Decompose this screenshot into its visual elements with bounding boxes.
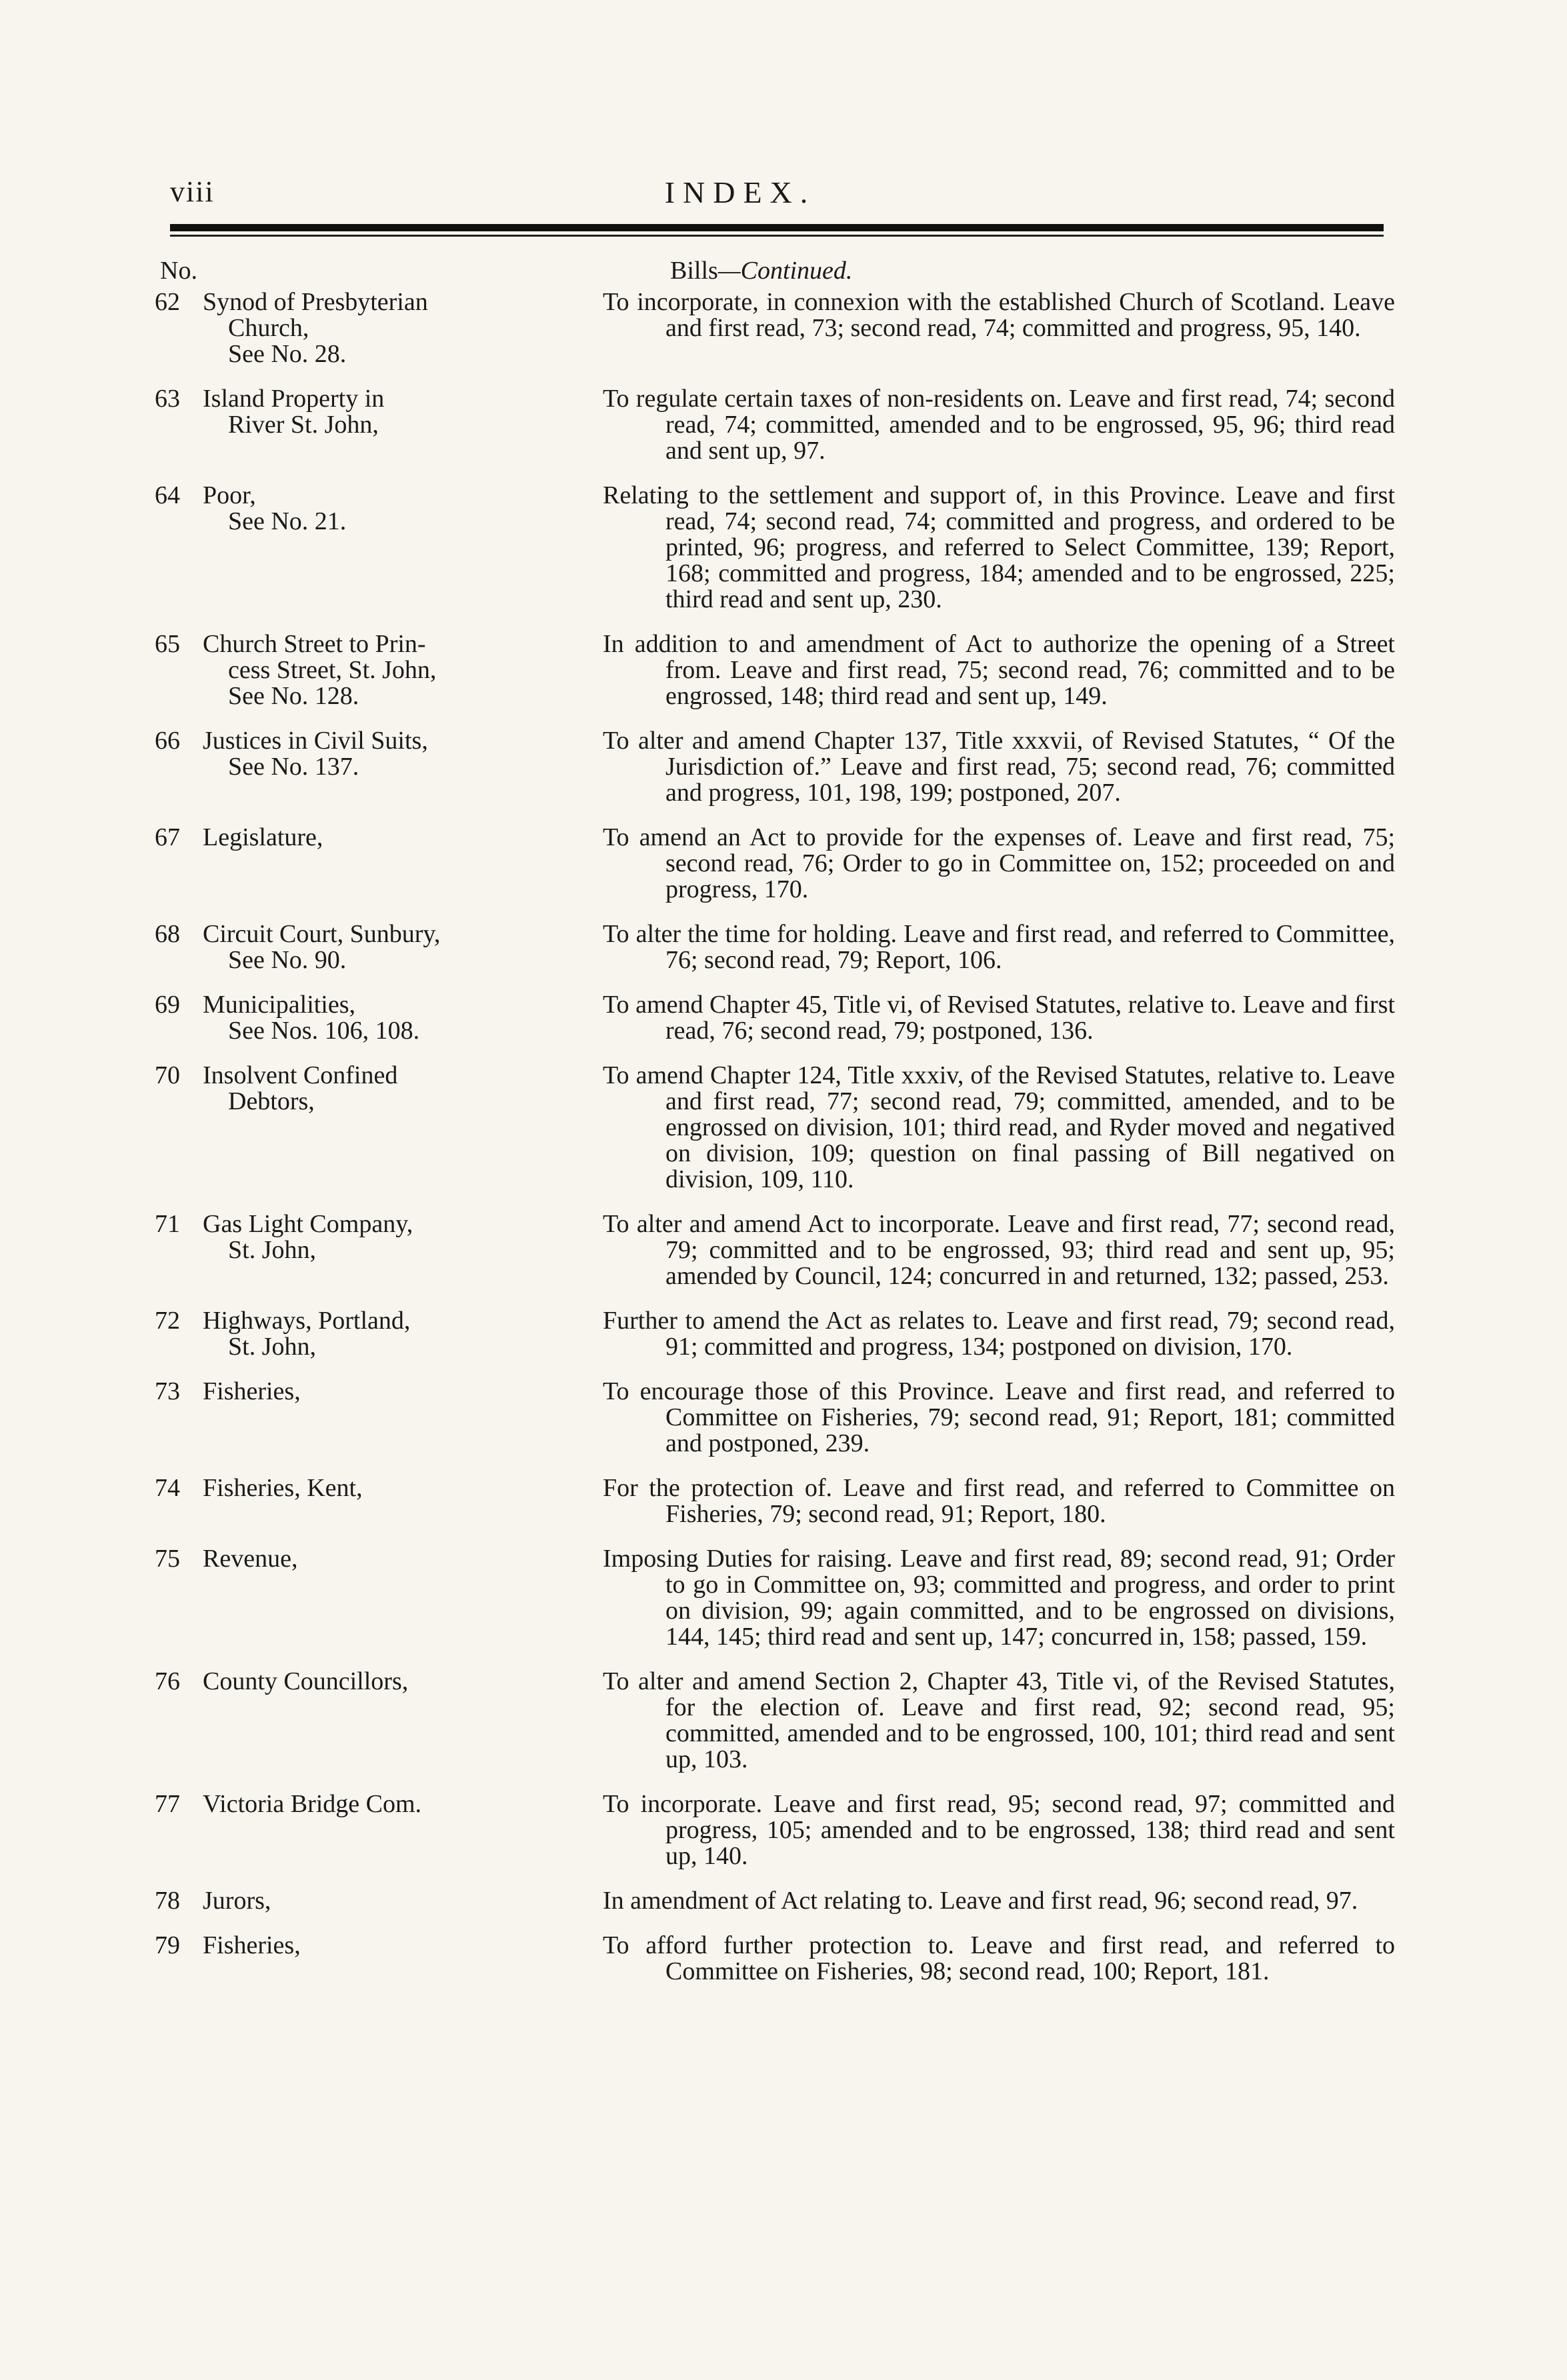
entry-number: 68 [155,920,180,948]
entry-description: To alter and amend Section 2, Chapter 43, Title vi, of the Revised Statutes, for the election of. Leave and first read, 92; second read, 95; committed, amended and to be engrossed, 100, 101; third read and sent up, 103. [603,1667,1395,1773]
entry-number: 74 [155,1474,180,1502]
continued-label: —Continued. [717,257,853,285]
entry-number: 77 [155,1790,180,1818]
entry-title: Victoria Bridge Com. [203,1790,422,1818]
entry-number: 71 [155,1210,180,1238]
index-entry [155,992,1395,1044]
entry-subject [155,992,508,1044]
entry-subject [155,825,508,851]
entry-title: Island Property in [203,385,385,413]
entry-title: Municipalities, [203,991,356,1019]
entry-title: Legislature, [203,823,323,851]
entry-subject [155,1475,508,1501]
entry-subject [155,483,508,535]
entry-number: 64 [155,481,180,509]
entry-number: 72 [155,1307,180,1335]
index-entry [155,1888,1395,1914]
index-entry [155,921,1395,973]
header-rule-thick [170,224,1384,231]
entry-number: 62 [155,288,180,316]
entry-cross-reference: See No. 137. [228,753,359,781]
running-head: INDEX. [664,175,816,209]
entry-description: To regulate certain taxes of non-residents on. Leave and first read, 74; second read, 74; committed, amended and to be engrossed, 95, 96; third read and sent up, 97. [603,385,1395,465]
index-entry [155,1063,1395,1193]
header-rule-thin [170,235,1384,237]
index-entry [155,483,1395,613]
entry-description: To amend Chapter 45, Title vi, of Revised Statutes, relative to. Leave and first read, 76; second read, 79; postponed, 136. [603,991,1395,1045]
entry-cross-reference: See Nos. 106, 108. [228,1017,420,1045]
entry-title-continued: St. John, [228,1236,316,1264]
entry-description: Relating to the settlement and support of, in this Province. Leave and first read, 74; second read, 74; committed and progress, and ordered to be printed, 96; progress, and referred to Select Committee, 139; Report, 168; committed and progress, 184; amended and to be engrossed, 225; third read and sent up, 230. [603,481,1395,613]
column-head-section [670,256,852,285]
entry-cross-reference: See No. 28. [228,340,347,368]
entry-title: Insolvent Confined [203,1061,398,1089]
entry-description: To alter and amend Act to incorporate. Leave and first read, 77; second read, 79; committed and to be engrossed, 93; third read and sent up, 95; amended by Council, 124; concurred in and returned, 132; passed, 253. [603,1210,1395,1290]
index-entry [155,1379,1395,1457]
entry-description: To incorporate. Leave and first read, 95; second read, 97; committed and progress, 105; amended and to be engrossed, 138; third read and sent up, 140. [603,1790,1395,1870]
entry-title-continued: St. John, [228,1333,316,1361]
entry-title-continued: River St. John, [228,411,379,439]
entry-cross-reference: See No. 90. [228,946,347,974]
entry-title: County Councillors, [203,1667,409,1695]
entry-title: Revenue, [203,1545,298,1573]
page-folio: viii [170,175,215,208]
entry-subject [155,1791,508,1817]
entry-title-continued: cess Street, St. John, [228,656,437,684]
entry-description: To amend Chapter 124, Title xxxiv, of the Revised Statutes, relative to. Leave and first read, 77; second read, 79; committed, amended, and to be engrossed on division, 101; third read, and Ryder moved and negatived on division, 109; question on final passing of Bill negatived on division, 109, 110. [603,1061,1395,1193]
section-label: Bills [670,257,718,285]
entry-title: Fisheries, Kent, [203,1474,363,1502]
index-entry [155,1546,1395,1650]
index-entry [155,289,1395,367]
entry-title: Justices in Civil Suits, [203,727,428,755]
entry-number: 78 [155,1887,180,1915]
entry-title: Church Street to Prin- [203,630,426,658]
entry-subject [155,728,508,780]
entry-description: Imposing Duties for raising. Leave and first read, 89; second read, 91; Order to go in Committee on, 93; committed and progress, and order to print on division, 99; again committed, and to be engrossed on divisions, 144, 145; third read and sent up, 147; concurred in, 158; passed, 159. [603,1545,1395,1651]
entry-title: Gas Light Company, [203,1210,413,1238]
index-entries [155,289,1395,2003]
index-entry [155,1308,1395,1360]
entry-title: Circuit Court, Sunbury, [203,920,441,948]
index-entry [155,386,1395,464]
entry-number: 63 [155,385,180,413]
index-entry [155,631,1395,709]
index-entry [155,728,1395,806]
entry-description: In amendment of Act relating to. Leave and first read, 96; second read, 97. [603,1887,1358,1915]
index-entry [155,825,1395,903]
entry-title: Poor, [203,481,256,509]
entry-subject [155,386,508,438]
entry-number: 79 [155,1931,180,1959]
index-entry [155,1933,1395,1985]
entry-description: To incorporate, in connexion with the established Church of Scotland. Leave and first read, 73; second read, 74; committed and progress, 95, 140. [603,288,1395,342]
column-head-no: No. [160,257,197,285]
entry-subject [155,289,508,367]
entry-cross-reference: See No. 128. [228,682,359,710]
entry-title: Fisheries, [203,1931,301,1959]
entry-title: Synod of Presbyterian [203,288,428,316]
entry-title-continued: Debtors, [228,1087,315,1115]
entry-title-continued: Church, [228,314,309,342]
entry-cross-reference: See No. 21. [228,507,347,535]
entry-number: 73 [155,1377,180,1405]
entry-subject [155,1546,508,1572]
entry-description: To alter and amend Chapter 137, Title xxxvii, of Revised Statutes, “ Of the Jurisdiction of.” Leave and first read, 75; second read, 76; committed and progress, 101, 198, 199; postponed, 207. [603,727,1395,807]
entry-number: 66 [155,727,180,755]
entry-subject [155,1308,508,1360]
entry-subject [155,1669,508,1695]
entry-number: 67 [155,823,180,851]
entry-title: Highways, Portland, [203,1307,411,1335]
index-entry [155,1211,1395,1289]
entry-description: To amend an Act to provide for the expenses of. Leave and first read, 75; second read, 76; Order to go in Committee on, 152; proceeded on and progress, 170. [603,823,1395,903]
entry-subject [155,921,508,973]
entry-description: To afford further protection to. Leave and first read, and referred to Committee on Fisheries, 98; second read, 100; Report, 181. [603,1931,1395,1985]
entry-number: 65 [155,630,180,658]
entry-subject [155,631,508,709]
entry-description: In addition to and amendment of Act to authorize the opening of a Street from. Leave and first read, 75; second read, 76; committed and to be engrossed, 148; third read and sent up, 149. [603,630,1395,710]
entry-title: Jurors, [203,1887,271,1915]
entry-title: Fisheries, [203,1377,301,1405]
entry-subject [155,1933,508,1959]
entry-subject [155,1211,508,1263]
entry-number: 76 [155,1667,180,1695]
entry-description: For the protection of. Leave and first read, and referred to Committee on Fisheries, 79; second read, 91; Report, 180. [603,1474,1395,1528]
entry-subject [155,1888,508,1914]
entry-number: 70 [155,1061,180,1089]
entry-description: To encourage those of this Province. Leave and first read, and referred to Committee on Fisheries, 79; second read, 91; Report, 181; committed and postponed, 239. [603,1377,1395,1457]
index-entry [155,1791,1395,1869]
entry-description: Further to amend the Act as relates to. Leave and first read, 79; second read, 91; committed and progress, 134; postponed on division, 170. [603,1307,1395,1361]
entry-subject [155,1063,508,1115]
index-entry [155,1475,1395,1527]
entry-number: 69 [155,991,180,1019]
entry-description: To alter the time for holding. Leave and first read, and referred to Committee, 76; second read, 79; Report, 106. [603,920,1395,974]
index-entry [155,1669,1395,1773]
entry-subject [155,1379,508,1405]
entry-number: 75 [155,1545,180,1573]
